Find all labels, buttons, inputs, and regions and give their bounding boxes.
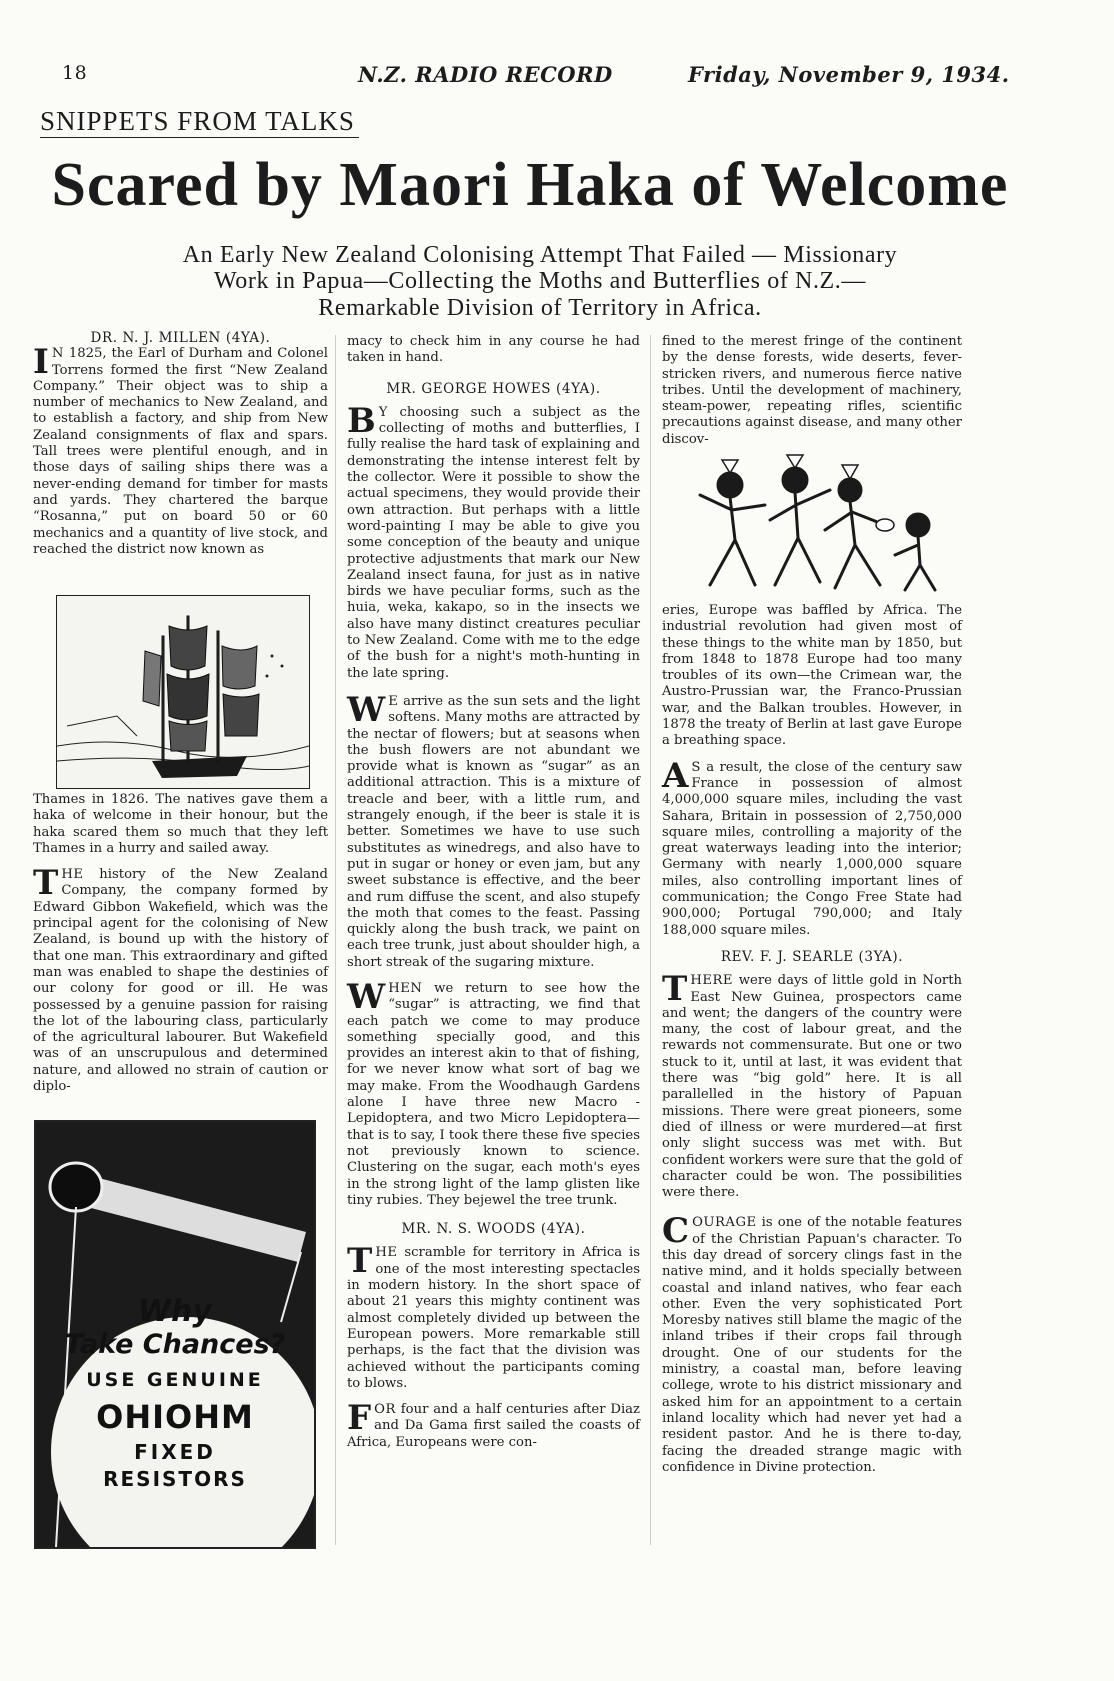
- lead-in: N: [51, 346, 64, 362]
- byline-searle: REV. F. J. SEARLE (3YA).: [720, 948, 904, 965]
- section-title: SNIPPETS FROM TALKS: [40, 106, 359, 138]
- ad-resistors: RESISTORS: [103, 1467, 247, 1491]
- byline-howes: MR. GEORGE HOWES (4YA).: [386, 380, 601, 397]
- subheadline-line-2: Work in Papua—Collecting the Moths and Butterflies of N.Z.—: [213, 268, 867, 294]
- paragraph: [347, 689, 640, 971]
- column-1-lower: [33, 792, 328, 1095]
- paragraph-text: scramble for territory in Africa is one of the most interesting spectacles in modern history. In the short space of about 21 years this mighty continent was almost completely divided up between the European powers. More remarkable still perhaps, is the fact that the division was achieved without the participants coming to blows.: [347, 1245, 640, 1391]
- lead-in: HE: [375, 1245, 398, 1261]
- paragraph-text: were days of little gold in North East New Guinea, prospectors came and went; the dangers of the country were many, the cost of labour great, and the rewards not commensurate. But one or two stuck to it, until at last, it was evident that there was “big gold” here. It is all parallelled in the history of Papuan missions. There were great pioneers, some died of illness or were murdered—at first only slight success was met with. But confident workers were sure that the gold of character could be won. The possibilities were there.: [662, 973, 962, 1201]
- paragraph: fined to the merest fringe of the continent by the dense forests, wide deserts, fever-stricken rivers, and numerous fierce native tribes. Until the development of machinery, steam-power, repeating rifles, scientific precautions against disease, and many other discov-: [662, 334, 962, 447]
- lead-in: HERE: [690, 973, 733, 989]
- paragraph-text: 1825, the Earl of Durham and Colonel Torrens formed the first “New Zealand Company.” Their object was to ship a number of mechanics to New Zealand, and to establish a factory, and ship from New Zealand consignments of flax and spars. Tall trees were plentiful enough, and in those days of sailing ships there was a never-ending demand for timber for masts and yards. They chartered the barque “Rosanna,” put on board 50 or 60 mechanics and a quantity of live stock, and reached the district now known as: [33, 346, 328, 557]
- drop-cap: F: [347, 1398, 372, 1439]
- column-2: [347, 334, 640, 1451]
- page-number: 18: [62, 62, 88, 84]
- paragraph: [662, 969, 962, 1201]
- column-rule: [650, 335, 651, 1545]
- subheadline-line-3: Remarkable Division of Territory in Africa.: [318, 295, 762, 321]
- paragraph: [347, 976, 640, 1209]
- paragraph: [347, 400, 640, 682]
- headline: Scared by Maori Haka of Welcome: [51, 151, 1009, 219]
- paragraph-text: a result, the close of the century saw France in possession of almost 4,000,000 square miles, including the vast Sahara, Britain in possession of 2,750,000 square miles, controlling a majority of the great waterways leading into the interior; Germany with nearly 1,000,000 square miles, also controlling important lines of communication; the Congo Free State had 900,000; Portugal 790,000; and Italy 188,000 square miles.: [662, 759, 962, 938]
- lead-in: OR: [374, 1402, 396, 1418]
- drop-cap: T: [347, 1241, 373, 1282]
- paragraph-text: history of the New Zealand Company, the company formed by Edward Gibbon Wakefield, which was the principal agent for the colonising of New Zealand, is bound up with the history of that one man. This extraordinary and gifted man was enabled to shape the destinies of our colony for good or ill. He was possessed by a genuine passion for raising the lot of the labouring class, particularly of the agricultural labourer. But Wakefield was of an unscrupulous and determined nature, and allowed no strain of caution or diplo-: [33, 867, 328, 1095]
- paragraph-text: arrive as the sun sets and the light softens. Many moths are attracted by the nectar of flowers; but at seasons when the bush flowers are not abundant we provide what is known as “sugar” as an additional attraction. This is a mixture of treacle and beer, with a little rum, and strangely enough, if the beer is stale it is better. Sometimes we have to use such substitutes as winedregs, and also have to put in sugar or honey or even jam, but any sweet substance is effective, and the beer and rum diffuse the scent, and also stupefy the moth that comes to the feast. Passing quickly along the bush track, we paint on each tree trunk, just about shoulder high, a short streak of the sugaring mixture.: [347, 693, 640, 970]
- paragraph: [347, 1398, 640, 1451]
- column-1: [33, 330, 328, 558]
- ohiohm-resistors-advertisement: [34, 1120, 316, 1549]
- paragraph-text: is one of the notable features of the Christian Papuan's character. To this day dread of sorcery clings fast in the native mind, and it holds specially between coastal and inland natives, who fear each other. Even the very sophisticated Port Moresby natives still blame the magic of the inland tribes if their crops fail through drought. One of our students for the ministry, a coastal man, before leaving college, wrote to his district missionary and asked him for an appointment to a certain inland locality which had never yet had a resident pastor. And he is there to-day, facing the dreaded strange magic with confidence in Divine protection.: [662, 1215, 962, 1475]
- lead-in: Y: [378, 404, 388, 420]
- drop-cap: W: [347, 689, 386, 730]
- paragraph: [662, 1211, 962, 1476]
- ad-brand: OHIOHM: [96, 1398, 254, 1436]
- ship-illustration: [56, 595, 310, 789]
- issue-date: Friday, November 9, 1934.: [688, 62, 1010, 87]
- paragraph: macy to check him in any course he had taken in hand.: [347, 334, 640, 366]
- byline-millen: DR. N. J. MILLEN (4YA).: [90, 330, 271, 346]
- paragraph-text: choosing such a subject as the collecting of moths and butterflies, I fully realise the hard task of explaining and demonstrating the intense interest felt by the collector. Were it possible to show the actual specimens, they would provide their own attraction. But perhaps with a little word-painting I may be able to give you some conception of the beauty and unique protective adjustments that mark our New Zealand insect fauna, for just as in native birds we have peculiar forms, such as the huia, weka, kakapo, so in the insects we also have many distinct creatures peculiar to New Zealand. Come with me to the edge of the bush for a night's moth-hunting in the late spring.: [347, 404, 640, 681]
- sailing-ship-icon: [57, 596, 309, 788]
- paragraph: [33, 863, 328, 1095]
- column-3-top: [662, 334, 962, 448]
- lead-in: OURAGE: [692, 1215, 757, 1231]
- paragraph-text: we return to see how the “sugar” is attracting, we find that each patch we come to may produce something specially good, and this provides an interest akin to that of fishing, for we never know what sort of bag we may make. From the Woodhaugh Gardens alone I have three new Macro - Lepidoptera, and two Micro Lepidoptera—that is to say, I took there these five species not previously known to science. Clustering on the sugar, each moth's eyes in the strong light of the lamp glisten like tiny rubies. They bejewel the tree trunk.: [347, 980, 640, 1208]
- drop-cap: I: [33, 342, 49, 383]
- ad-why: Why: [137, 1294, 212, 1329]
- dancers-illustration: [680, 450, 945, 595]
- drop-cap: T: [662, 969, 688, 1010]
- ad-use-genuine: USE GENUINE: [86, 1369, 264, 1391]
- haka-dancers-icon: [680, 450, 945, 595]
- lead-in: HEN: [388, 980, 423, 996]
- paragraph: eries, Europe was baffled by Africa. The industrial revolution had given most of these things to the white man by 1850, but from 1848 to 1878 Europe had too many troubles of its own—the Crimean war, the Austro-Prussian war, the Franco-Prussian war, and the Balkan troubles. However, in 1878 the treaty of Berlin at last gave Europe a breathing space.: [662, 603, 962, 749]
- column-rule: [335, 335, 336, 1545]
- paragraph: [33, 342, 328, 558]
- drop-cap: T: [33, 863, 59, 904]
- ad-fixed: FIXED: [134, 1440, 216, 1464]
- drop-cap: B: [347, 400, 376, 441]
- byline-woods: MR. N. S. WOODS (4YA).: [401, 1221, 586, 1238]
- drop-cap: W: [347, 976, 386, 1017]
- lead-in: S: [691, 759, 701, 775]
- subheadline-line-1: An Early New Zealand Colonising Attempt That Failed — Missionary: [182, 242, 898, 268]
- lead-in: HE: [61, 867, 84, 883]
- paragraph-text: four and a half centuries after Diaz and Da Gama first sailed the coasts of Africa, Europeans were con-: [347, 1402, 640, 1450]
- paragraph: Thames in 1826. The natives gave them a haka of welcome in their honour, but the haka scared them so much that they left Thames in a hurry and sailed away.: [33, 792, 328, 856]
- paragraph: [662, 755, 962, 939]
- publication-name: N.Z. RADIO RECORD: [358, 62, 613, 87]
- ad-take-chances: Take Chances?: [64, 1329, 286, 1360]
- paragraph: [347, 1241, 640, 1392]
- drop-cap: A: [662, 755, 689, 796]
- lead-in: E: [388, 693, 399, 709]
- drop-cap: C: [662, 1211, 690, 1252]
- column-3: [662, 603, 962, 1476]
